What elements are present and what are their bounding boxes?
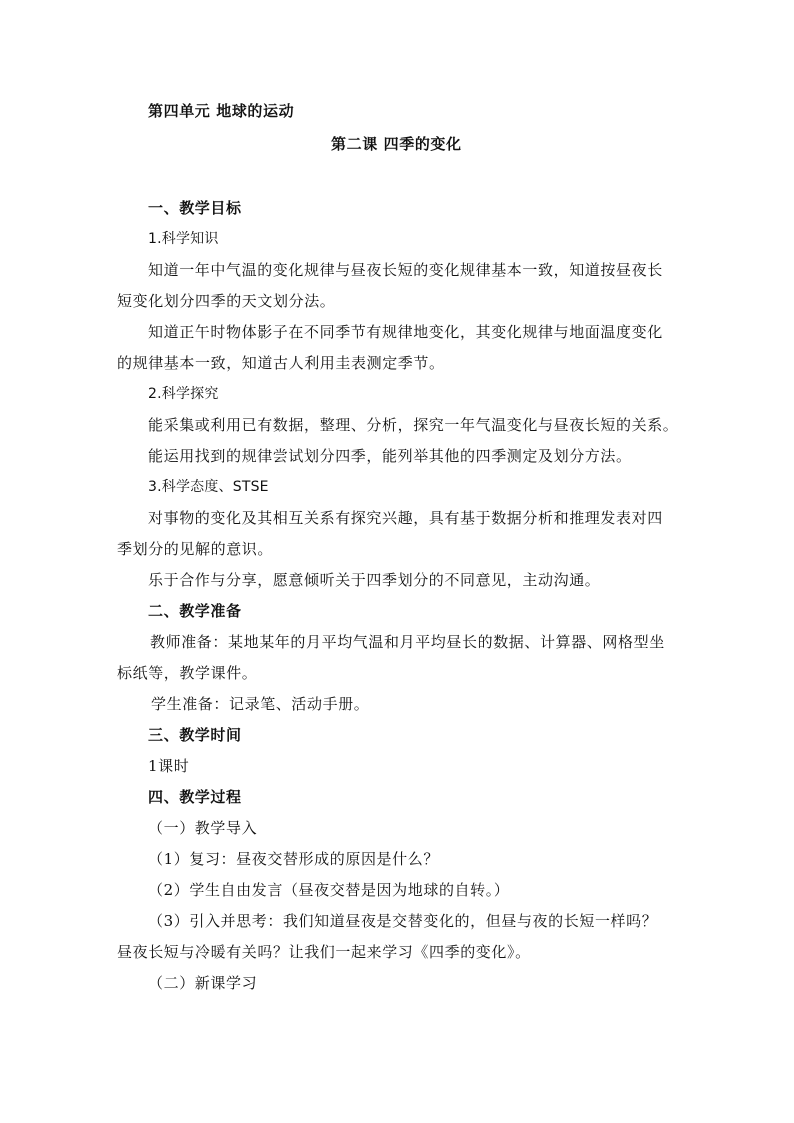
section-heading-process: 四、教学过程 xyxy=(148,788,242,806)
paragraph-line: 对事物的变化及其相互关系有探究兴趣，具有基于数据分析和推理发表对四 xyxy=(148,509,663,527)
paragraph-line: 乐于合作与分享，愿意倾听关于四季划分的不同意见，主动沟通。 xyxy=(148,571,601,589)
paragraph-line: 季划分的见解的意识。 xyxy=(117,540,274,558)
paragraph-line: 知道正午时物体影子在不同季节有规律地变化，其变化规律与地面温度变化 xyxy=(148,323,663,341)
process-step: （3）引入并思考：我们知道昼夜是交替变化的，但昼与夜的长短一样吗？ xyxy=(148,912,658,930)
paragraph-line: 的规律基本一致，知道古人利用圭表测定季节。 xyxy=(117,354,445,372)
teacher-preparation: 教师准备：某地某年的月平均气温和月平均昼长的数据、计算器、网格型坐 xyxy=(150,633,665,651)
paragraph-line: 能采集或利用已有数据，整理、分析，探究一年气温变化与昼夜长短的关系。 xyxy=(148,416,679,434)
unit-title: 第四单元 地球的运动 xyxy=(148,102,295,120)
student-preparation: 学生准备：记录笔、活动手册。 xyxy=(151,695,370,713)
subsection-new-lesson: （二）新课学习 xyxy=(148,974,258,992)
subsection-science-knowledge: 1.科学知识 xyxy=(148,231,219,247)
paragraph-line: 短变化划分四季的天文划分法。 xyxy=(117,292,336,310)
teacher-preparation-continuation: 标纸等，教学课件。 xyxy=(117,664,258,682)
teaching-time: 1课时 xyxy=(148,757,190,775)
section-heading-objectives: 一、教学目标 xyxy=(148,199,242,217)
process-step: （1）复习：昼夜交替形成的原因是什么？ xyxy=(148,850,439,868)
subsection-science-inquiry: 2.科学探究 xyxy=(148,386,219,402)
subsection-science-attitude: 3.科学态度、STSE xyxy=(148,479,269,495)
process-step: （2）学生自由发言（昼夜交替是因为地球的自转。） xyxy=(148,881,510,899)
lesson-title: 第二课 四季的变化 xyxy=(331,135,462,153)
subsection-introduction: （一）教学导入 xyxy=(148,819,258,837)
paragraph-line: 能运用找到的规律尝试划分四季，能列举其他的四季测定及划分方法。 xyxy=(148,447,632,465)
paragraph-line: 知道一年中气温的变化规律与昼夜长短的变化规律基本一致，知道按昼夜长 xyxy=(148,261,663,279)
process-step-continuation: 昼夜长短与冷暖有关吗？让我们一起来学习《四季的变化》。 xyxy=(117,943,531,961)
section-heading-time: 三、教学时间 xyxy=(148,726,242,744)
section-heading-preparation: 二、教学准备 xyxy=(148,602,242,620)
